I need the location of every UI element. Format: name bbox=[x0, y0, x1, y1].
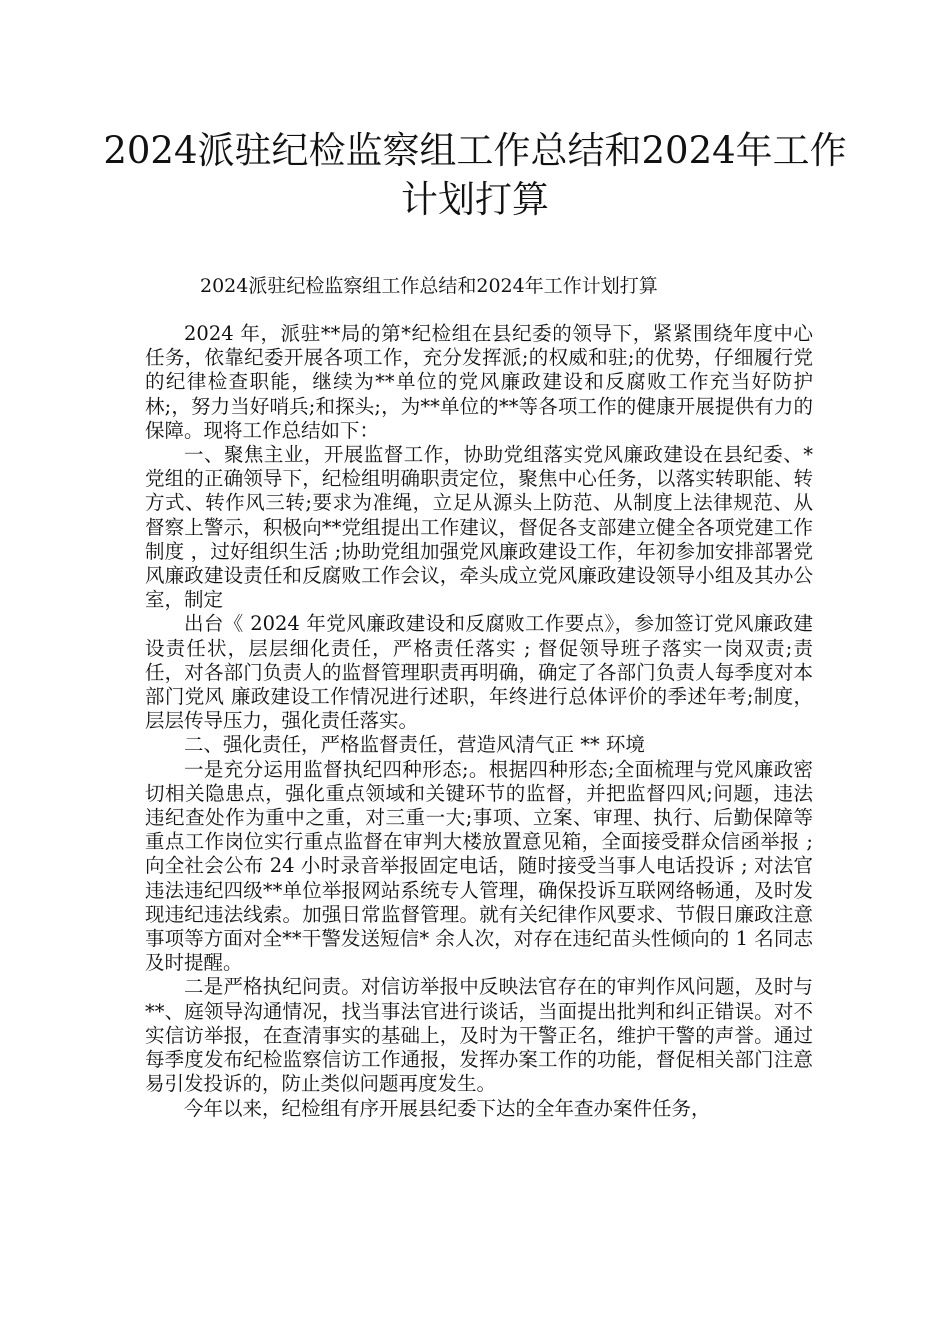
paragraph-closing: 今年以来，纪检组有序开展县纪委下达的全年查办案件任务， bbox=[184, 1096, 711, 1120]
paragraph-section-1: 一、聚焦主业，开展监督工作，协助党组落实党风廉政建设在县纪委、*党组的正确领导下，纪检组明确职责定位，聚焦中心任务，以落实转职能、转方式、转作风三转;要求为准绳，立足从源头上防范、从制度上法律规范、从督察上警示，积极向**党组提出工作建议，督促各支部建立健全各项党建工作制度 ，过好组织生活 ;协助党组加强党风廉政建设工作，年初参加安排部署党风廉政建设责任和反腐败工作会议，牵头成立党风廉政建设领导小组及其办公室，制定 bbox=[145, 443, 813, 612]
paragraph-section-1-cont: 出台《 2024 年党风廉政建设和反腐败工作要点》，参加签订党风廉政建设责任状，层层细化责任，严格责任落实 ; 督促领导班子落实一岗双责;责任，对各部门负责人的监督管理职责再明确，确定了各部门负责人每季度对本部门党风 廉政建设工作情况进行述职，年终进行总体评价的季述年考;制度，层层传导压力，强化责任落实。 bbox=[145, 612, 813, 733]
section-heading-2: 二、强化责任，严格监督责任，营造风清气正 ** 环境 bbox=[184, 733, 645, 757]
paragraph-point-2: 二是严格执纪问责。对信访举报中反映法官存在的审判作风问题，及时与**、庭领导沟通情况，找当事法官进行谈话，当面提出批判和纠正错误。对不实信访举报，在查清事实的基础上，及时为干警正名，维护干警的声誉。通过每季度发布纪检监察信访工作通报，发挥办案工作的功能，督促相关部门注意易引发投诉的，防止类似问题再度发生。 bbox=[145, 975, 813, 1096]
document-subtitle: 2024派驻纪检监察组工作总结和2024年工作计划打算 bbox=[200, 275, 658, 297]
paragraph-point-1: 一是充分运用监督执纪四种形态;。根据四种形态;全面梳理与党风廉政密切相关隐患点，强化重点领域和关键环节的监督，并把监督四风;问题，违法违纪查处作为重中之重，对三重一大;事项、立案、审理、执行、后勤保障等重点工作岗位实行重点监督在审判大楼放置意见箱，全面接受群众信函举报 ; 向全社会公布 24 小时录音举报固定电话，随时接受当事人电话投诉 ; 对法官违法违纪四级**单位举报网站系统专人管理，确保投诉互联网络畅通，及时发现违纪违法线索。加强日常监督管理。就有关纪律作风要求、节假日廉政注意事项等方面对全**干警发送短信* 余人次，对存在违纪苗头性倾向的 1 名同志及时提醒。 bbox=[145, 757, 813, 975]
paragraph-intro: 2024 年，派驻**局的第*纪检组在县纪委的领导下，紧紧围绕年度中心任务，依靠纪委开展各项工作，充分发挥派;的权威和驻;的优势，仔细履行党的纪律检查职能，继续为**单位的党风廉政建设和反腐败工作充当好防护林;，努力当好哨兵;和探头;，为**单位的**等各项工作的健康开展提供有力的保障。现将工作总结如下： bbox=[145, 322, 813, 442]
document-title: 2024派驻纪检监察组工作总结和2024年工作计划打算 bbox=[103, 129, 847, 221]
document-body bbox=[145, 322, 813, 1121]
